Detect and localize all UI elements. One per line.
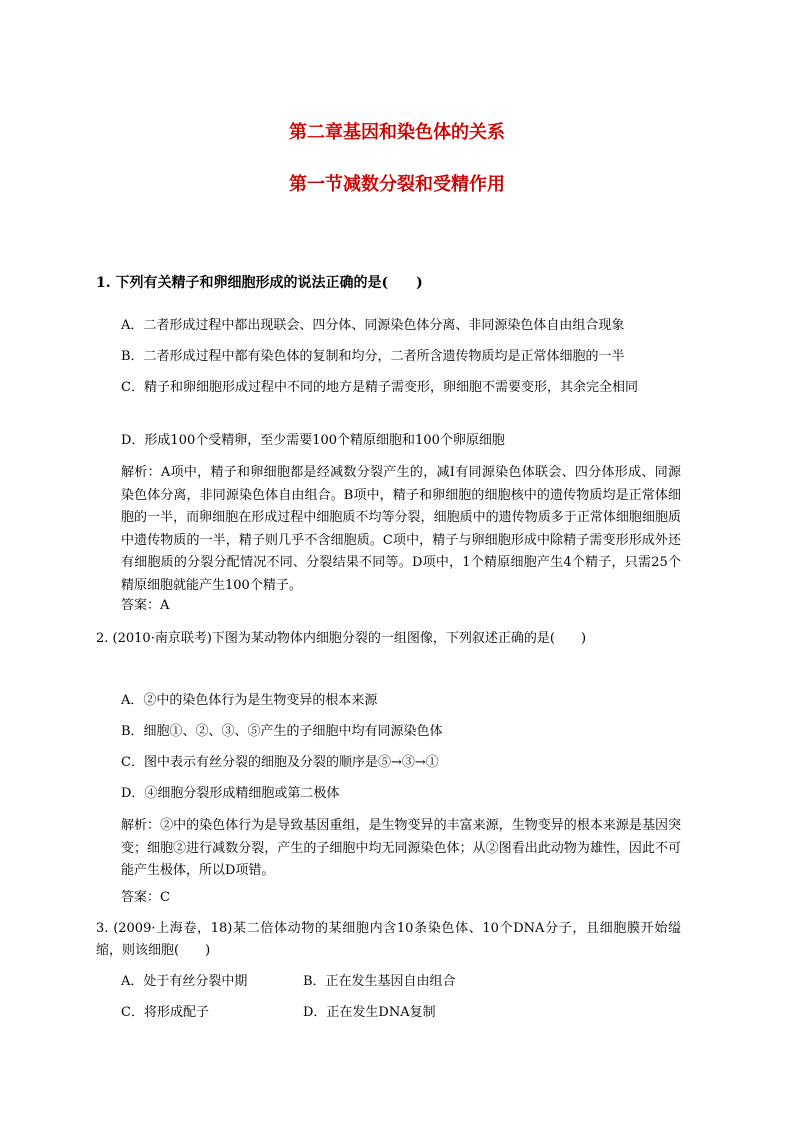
section-title: 第一节减数分裂和受精作用 [289,174,505,195]
question-2-stem: 2. (2010·南京联考)下图为某动物体内细胞分裂的一组图像，下列叙述正确的是( ) [96,631,587,646]
question-3-options-row-2 [121,1001,436,1025]
question-2-analysis: 解析：②中的染色体行为是导致基因重组，是生物变异的丰富来源，生物变异的根本来源是基因突变；细胞②进行减数分裂，产生的子细胞中均无同源染色体；从②图看出此动物为雄性，因此不可能产生极体，所以D项错。 [121,818,681,879]
chapter-title: 第二章基因和染色体的关系 [289,122,505,143]
question-1-option-d: D．形成100个受精卵，至少需要100个精原细胞和100个卵原细胞 [121,433,505,448]
question-3-option-a: A．处于有丝分裂中期 [121,974,248,989]
question-3-option-c: C．将形成配子 [121,1005,209,1020]
question-1-answer: 答案：A [121,598,170,613]
question-1-option-c: C．精子和卵细胞形成过程中不同的地方是精子需变形，卵细胞不需要变形，其余完全相同 [121,380,638,395]
question-3-option-d: D．正在发生DNA复制 [303,1005,436,1020]
question-2-option-c: C．图中表示有丝分裂的细胞及分裂的顺序是⑤→③→① [121,755,439,770]
question-2-answer: 答案：C [121,890,170,905]
question-1-analysis: 解析：A项中，精子和卵细胞都是经减数分裂产生的，减Ⅰ有同源染色体联会、四分体形成、同源染色体分离，非同源染色体自由组合。B项中，精子和卵细胞的细胞核中的遗传物质均是正常体细胞的一半，而卵细胞在形成过程中细胞质不均等分裂，细胞质中的遗传物质多于正常体细胞细胞质中遗传物质的一半，精子则几乎不含细胞质。C项中，精子与卵细胞形成中除精子需变形形成外还有细胞质的分裂分配情况不同、分裂结果不同等。D项中，1个精原细胞产生4个精子，只需25个精原细胞就能产生100个精子。 [121,465,681,593]
question-3-options-row-1 [121,970,456,994]
question-1-stem: 1. 下列有关精子和卵细胞形成的说法正确的是( ) [96,275,423,291]
question-3-stem: 3. (2009·上海卷，18)某二倍体动物的某细胞内含10条染色体、10个DNA分子，且细胞膜开始缢缩，则该细胞( ) [96,921,681,958]
question-1-option-a: A．二者形成过程中都出现联会、四分体、同源染色体分离、非同源染色体自由组合现象 [121,318,625,333]
question-2-option-a: A．②中的染色体行为是生物变异的根本来源 [121,693,378,708]
question-1-option-b: B．二者形成过程中都有染色体的复制和均分，二者所含遗传物质均是正常体细胞的一半 [121,349,625,364]
question-2-option-d: D．④细胞分裂形成精细胞或第二极体 [121,786,340,801]
question-3-option-b: B．正在发生基因自由组合 [303,974,456,989]
question-2-option-b: B．细胞①、②、③、⑤产生的子细胞中均有同源染色体 [121,724,443,739]
